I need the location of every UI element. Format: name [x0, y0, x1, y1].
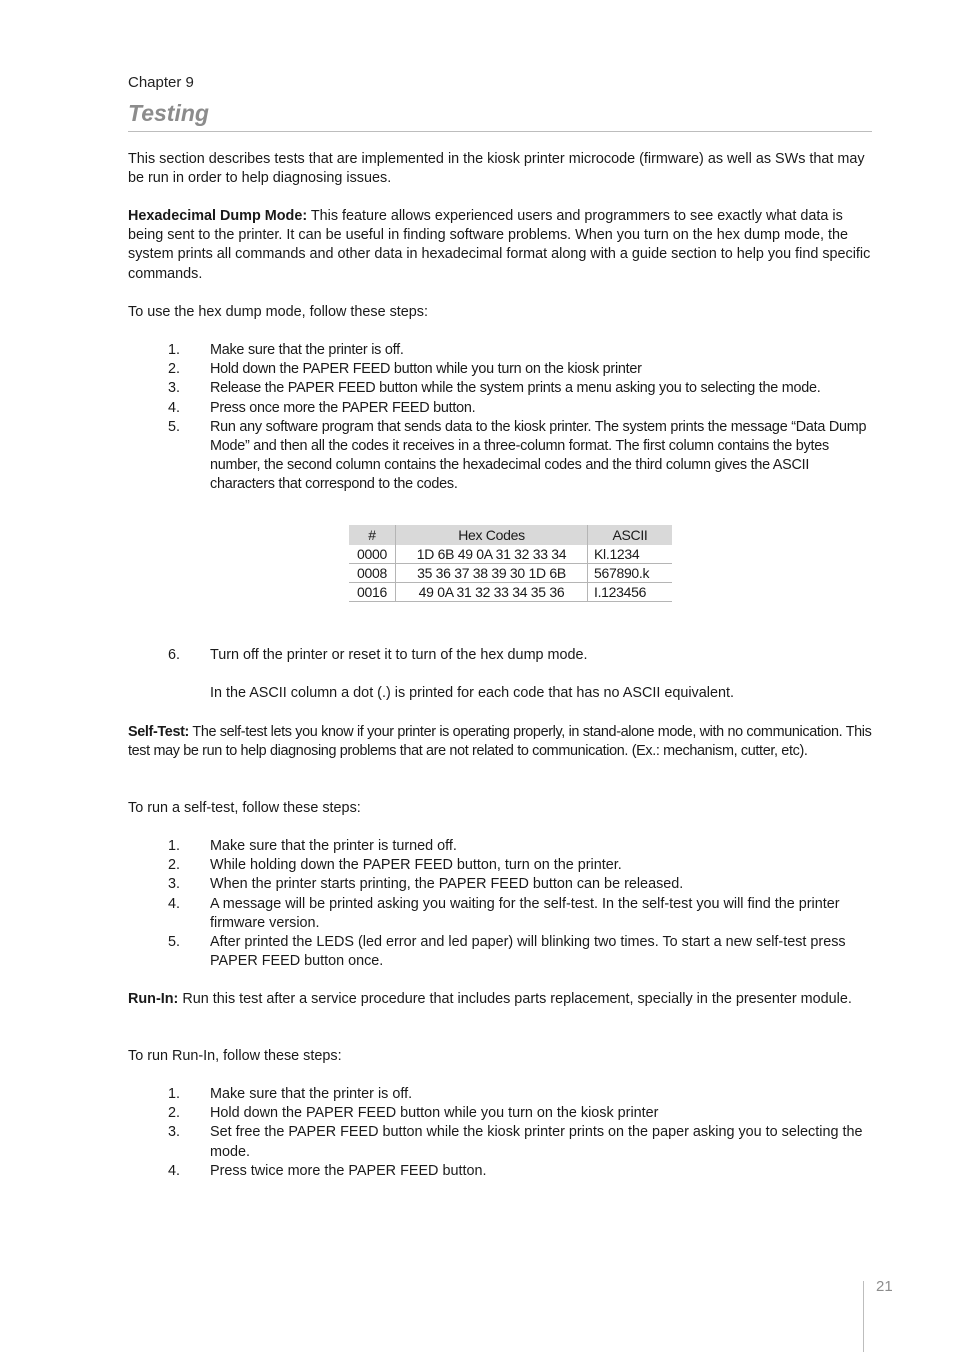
table-header-row	[349, 525, 672, 545]
list-item: 4. Press twice more the PAPER FEED button.	[168, 1162, 487, 1179]
self-test-heading: Self-Test:	[128, 724, 189, 740]
list-item: 1. Make sure that the printer is off.	[168, 1086, 413, 1102]
hex-dump-text: This feature allows experienced users and programmers to see exactly what data is being sent to the printer. It can be useful in finding software problems. When you turn on the hex dump mode, the system prints all commands and other data in hexadecimal format along with a guide section to help you find specific commands.	[128, 208, 871, 282]
table-cell: 0016	[349, 583, 396, 602]
hex-dump-heading: Hexadecimal Dump Mode:	[128, 208, 308, 224]
hex-dump-table	[349, 525, 672, 602]
run-in-paragraph	[128, 990, 876, 1009]
list-item: 5. After printed the LEDS (led error and led paper) will blinking two times. To start a new self-test press PAPER FEED button once.	[168, 934, 846, 970]
page-number-divider	[863, 1281, 864, 1352]
hex-dump-step-6	[128, 646, 876, 665]
table-cell: 1D 6B 49 0A 31 32 33 34	[396, 545, 588, 564]
list-item: 6. Turn off the printer or reset it to turn of the hex dump mode.	[168, 647, 588, 663]
self-test-steps	[128, 837, 876, 971]
self-test-steps-intro: To run a self-test, follow these steps:	[128, 800, 361, 816]
hex-dump-steps	[128, 341, 876, 495]
table-row	[349, 545, 672, 564]
page-number: 21	[876, 1278, 893, 1295]
list-item: 3. Release the PAPER FEED button while the system prints a menu asking you to selecting the mode.	[168, 380, 821, 397]
chapter-label: Chapter 9	[128, 74, 194, 91]
table-cell: Kl.1234	[588, 545, 673, 564]
table-cell: 0000	[349, 545, 396, 564]
table-cell: 0008	[349, 564, 396, 583]
list-item: 4. A message will be printed asking you waiting for the self-test. In the self-test you will find the printer firmware version.	[168, 895, 840, 931]
table-row	[349, 564, 672, 583]
list-item: 2. Hold down the PAPER FEED button while you turn on the kiosk printer	[168, 361, 642, 378]
list-item: 2. Hold down the PAPER FEED button while you turn on the kiosk printer	[168, 1105, 659, 1122]
self-test-text: The self-test lets you know if your printer is operating properly, in stand-alone mode, with no communication. This test may be run to help diagnosing problems that are not related to communication. (Ex.: mechanism, cutter, etc).	[128, 724, 872, 760]
title-divider	[128, 131, 872, 132]
run-in-heading: Run-In:	[128, 991, 179, 1007]
self-test-paragraph	[128, 723, 876, 761]
list-item: 1. Make sure that the printer is turned off.	[168, 838, 457, 854]
list-item: 3. Set free the PAPER FEED button while the kiosk printer prints on the paper asking you to selecting the mode.	[168, 1124, 863, 1160]
column-header: ASCII	[588, 525, 673, 545]
list-item: 2. While holding down the PAPER FEED button, turn on the printer.	[168, 857, 622, 874]
ascii-note: In the ASCII column a dot (.) is printed for each code that has no ASCII equivalent.	[210, 685, 734, 701]
run-in-text: Run this test after a service procedure that includes parts replacement, specially in the presenter module.	[178, 991, 852, 1007]
intro-paragraph: This section describes tests that are implemented in the kiosk printer microcode (firmware) as well as SWs that may be run in order to help diagnosing issues.	[128, 151, 865, 187]
column-header: #	[349, 525, 396, 545]
hex-dump-steps-intro: To use the hex dump mode, follow these steps:	[128, 304, 428, 320]
list-item: 3. When the printer starts printing, the PAPER FEED button can be released.	[168, 876, 684, 893]
list-item: 1. Make sure that the printer is off.	[168, 342, 404, 358]
table-cell: 35 36 37 38 39 30 1D 6B	[396, 564, 588, 583]
table-cell: I.123456	[588, 583, 673, 602]
list-item: 5. Run any software program that sends data to the kiosk printer. The system prints the message “Data Dump Mode” and then all the codes it receives in a three-column format. The first column contains the bytes number, the second column contains the hexadecimal codes and the third column gives the ASCII characters that correspond to the codes.	[168, 418, 867, 493]
table-cell: 49 0A 31 32 33 34 35 36	[396, 583, 588, 602]
section-title: Testing	[128, 100, 209, 126]
column-header: Hex Codes	[396, 525, 588, 545]
table-row	[349, 583, 672, 602]
list-item: 4. Press once more the PAPER FEED button.	[168, 399, 476, 416]
run-in-steps	[128, 1085, 876, 1181]
run-in-steps-intro: To run Run-In, follow these steps:	[128, 1048, 342, 1064]
table-cell: 567890.k	[588, 564, 673, 583]
hex-dump-paragraph	[128, 207, 876, 284]
